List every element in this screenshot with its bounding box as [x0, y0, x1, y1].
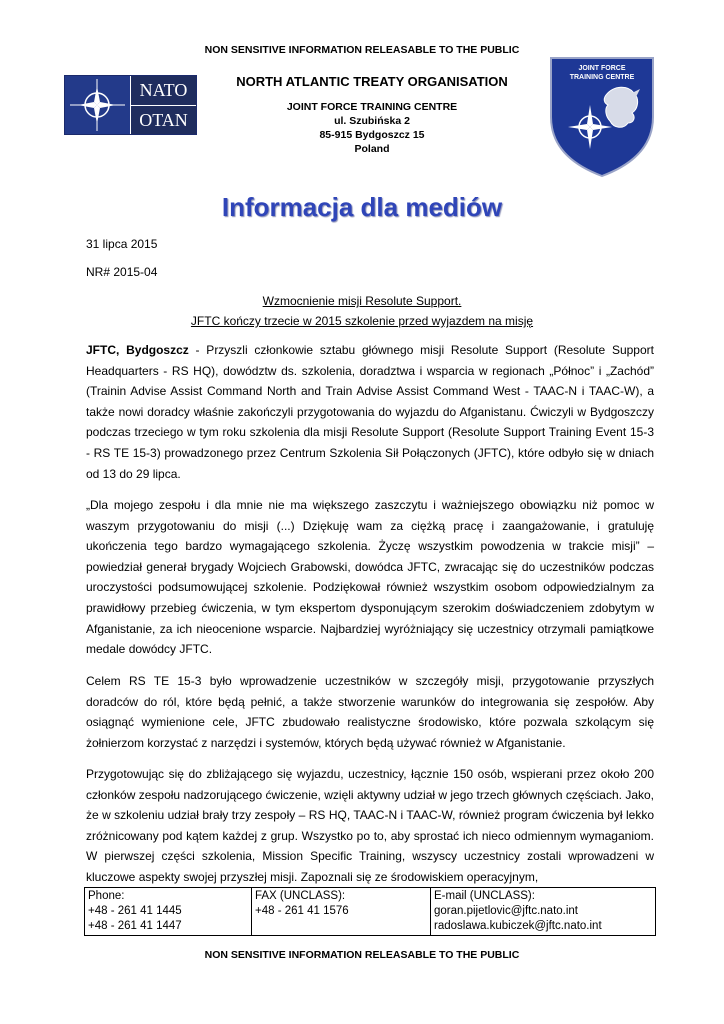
email-address-2[interactable]: radoslawa.kubiczek@jftc.nato.int	[434, 920, 602, 932]
phone-number-1: +48 - 261 41 1445	[88, 905, 182, 917]
paragraph-3: Celem RS TE 15-3 było wprowadzenie uczestników w szczegóły misji, przygotowanie przyszłych doradców do ról, które będą pełnić, a także stworzenie warunków do integrowania się zespołów. Aby osiągnąć wymienione cele, JFTC zbudowało realistyczne środowisko, które pozwala szkolącym się żołnierzom korzystać z narzędzi i systemów, których będą używać również w Afganistanie.	[86, 674, 654, 750]
organisation-name: NORTH ATLANTIC TREATY ORGANISATION	[236, 74, 508, 89]
classification-footer: NON SENSITIVE INFORMATION RELEASABLE TO THE PUBLIC	[204, 949, 520, 961]
address-city: 85-915 Bydgoszcz 15	[319, 129, 425, 141]
address-country: Poland	[354, 143, 390, 155]
paragraph-1-lead: JFTC, Bydgoszcz	[86, 343, 189, 357]
paragraph-1-text: - Przyszli członkowie sztabu głównego misji Resolute Support (Resolute Support Headquarters - RS HQ), dowództw ds. szkolenia, doradztwa i wsparcia w regionach „Północ” i „Zachód” (Trainin Advise Assist Command North and Train Advise Assist Command West - TAAC-N i TAAC-W), a także nowi doradcy właśnie zakończyli przygotowania do wyjazdu do Afganistanu. Ćwiczyli w Bydgoszczy podczas trzeciego w tym roku szkolenia dla misji Resolute Support (Resolute Support Training Event 15-3 - RS TE 15-3) prowadzonego przez Centrum Szkolenia Sił Połączonych (JFTC), które odbyło się w dniach od 13 do 29 lipca.	[86, 343, 654, 481]
centre-name: JOINT FORCE TRAINING CENTRE	[286, 101, 458, 113]
document-title: Informacja dla mediów	[221, 192, 503, 222]
paragraph-4: Przygotowując się do zbliżającego się wyjazdu, uczestnicy, łącznie 150 osób, wspierani przez około 200 członków zespołu nadzorującego ćwiczenie, wzięli aktywny udział w jego trzech głównych częściach. Jako, że w szkoleniu udział brały trzy zespoły – RS HQ, TAAC-N i TAAC-W, również program ćwiczenia był lekko zróżnicowany pod kątem każdej z grup. Wszystko po to, aby sprostać ich nieco odmiennym wymaganiom. W pierwszej części szkolenia, Mission Specific Training, wszyscy uczestnicy zostali wprowadzeni w kluczowe aspekty swojej przyszłej misji. Zapoznali się ze środowiskiem operacyjnym,	[86, 767, 654, 884]
release-date: 31 lipca 2015	[86, 237, 158, 251]
nato-logo-text: NATO	[131, 76, 196, 106]
email-address-1[interactable]: goran.pijetlovic@jftc.nato.int	[434, 905, 578, 917]
badge-text-line1: JOINT FORCE	[578, 65, 626, 72]
phone-cell	[85, 888, 252, 936]
paragraph-1	[86, 340, 654, 484]
fax-number: +48 - 261 41 1576	[255, 905, 349, 917]
email-cell	[431, 888, 656, 936]
classification-header: NON SENSITIVE INFORMATION RELEASABLE TO THE PUBLIC	[204, 44, 520, 56]
subtitle-line-2: JFTC kończy trzecie w 2015 szkolenie przed wyjazdem na misję	[190, 314, 534, 328]
paragraph-2: „Dla mojego zespołu i dla mnie nie ma większego zaszczytu i ważniejszego obowiązku niż pomoc w waszym przygotowaniu do misji (...) Dziękuję wam za ciężką pracę i zaangażowanie, i gratuluję ukończenia tego bardzo wymagającego szkolenia. Życzę wszystkim powodzenia w trakcie misji” – powiedział generał brygady Wojciech Grabowski, dowódca JFTC, zwracając się do uczestników podczas uroczystości podsumowującej szkolenie. Podziękował również wszystkim osobom odpowiedzialnym za prawidłowy przebieg ćwiczenia, w tym ekspertom dysponującym szerokim doświadczeniem zdobytym w Afganistanie, za ich nieocenione wsparcie. Najbardziej wyróżniający się uczestnicy otrzymali pamiątkowe medale dowódcy JFTC.	[86, 498, 654, 657]
otan-logo-text: OTAN	[139, 110, 188, 130]
release-number: NR# 2015-04	[86, 265, 158, 279]
address-street: ul. Szubińska 2	[334, 115, 410, 127]
email-label: E-mail (UNCLASS):	[434, 890, 535, 902]
contact-table	[84, 887, 656, 936]
phone-label: Phone:	[88, 890, 125, 902]
fax-label: FAX (UNCLASS):	[255, 890, 346, 902]
phone-number-2: +48 - 261 41 1447	[88, 920, 182, 932]
fax-cell	[252, 888, 431, 936]
subtitle-line-1: Wzmocnienie misji Resolute Support.	[262, 294, 462, 308]
badge-text-line2: TRAINING CENTRE	[569, 74, 635, 81]
